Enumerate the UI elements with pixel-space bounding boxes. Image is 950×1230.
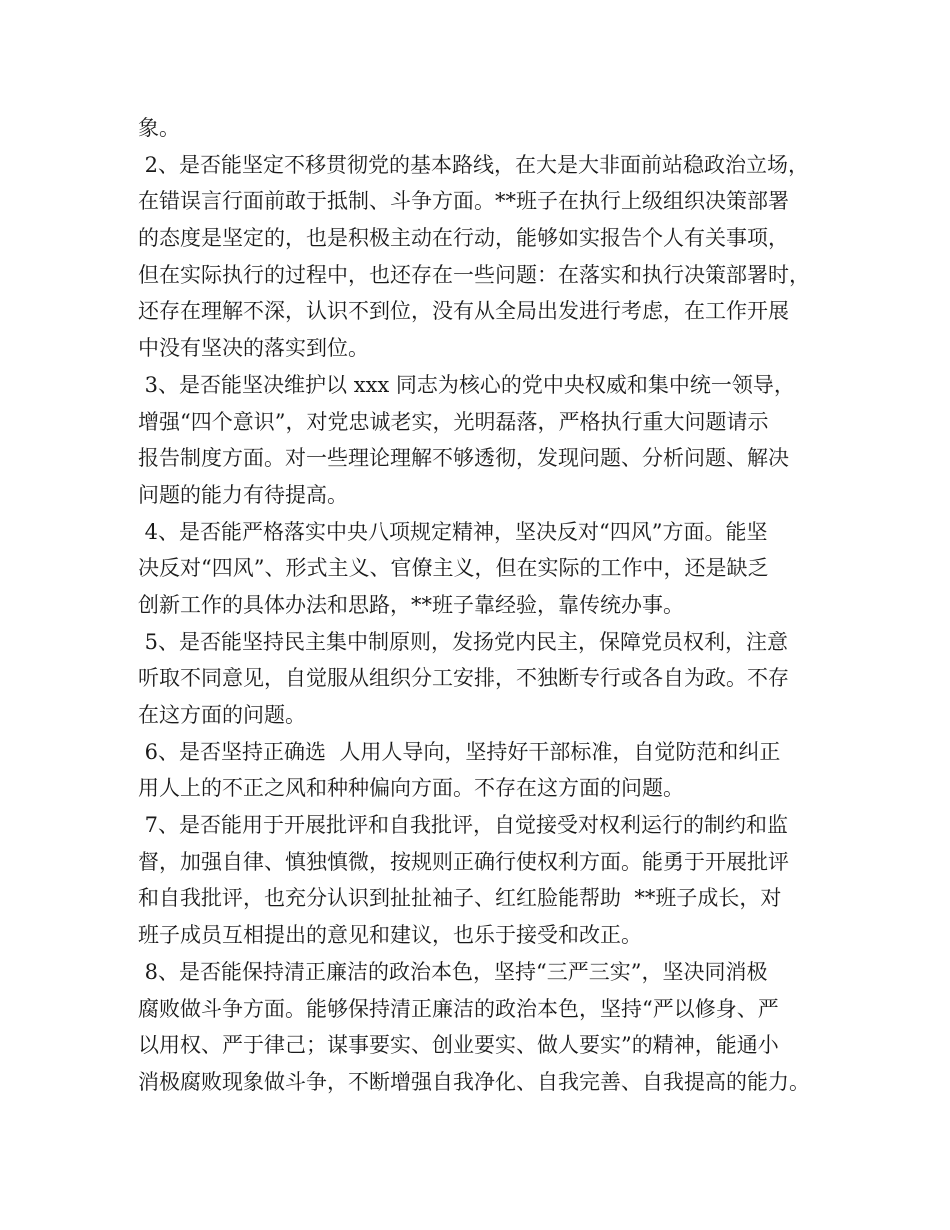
document-line: 消极腐败现象做斗争，不断增强自我净化、自我完善、自我提高的能力。 xyxy=(138,1069,810,1094)
document-line: 在这方面的问题。 xyxy=(138,703,306,727)
document-line: 3、是否能坚决维护以 xxx 同志为核心的党中央权威和集中统一领导， xyxy=(138,372,795,397)
document-line: 2、是否能坚定不移贯彻党的基本路线，在大是大非面前站稳政治立场， xyxy=(138,152,810,177)
document-line: 报告制度方面。对一些理论理解不够透彻，发现问题、分析问题、解决 xyxy=(138,446,789,471)
document-line: 在错误言行面前敢于抵制、斗争方面。**班子在执行上级组织决策部署 xyxy=(138,189,789,214)
document-line: 班子成员互相提出的意见和建议，也乐于接受和改正。 xyxy=(138,923,642,948)
document-line: 以用权、严于律己；谋事要实、创业要实、做人要实”的精神，能通小 xyxy=(138,1033,779,1058)
document-line: 增强“四个意识”，对党忠诚老实，光明磊落，严格执行重大问题请示 xyxy=(138,409,769,434)
document-line: 4、是否能严格落实中央八项规定精神，坚决反对“四风”方面。能坚 xyxy=(138,519,768,544)
document-line: 6、是否坚持正确选 人用人导向，坚持好干部标准，自觉防范和纠正 xyxy=(138,739,781,764)
document-line: 8、是否能保持清正廉洁的政治本色，坚持“三严三实”，坚决同消极 xyxy=(138,959,768,984)
document-line: 和自我批评，也充分认识到扯扯袖子、红红脸能帮助 **班子成长，对 xyxy=(138,886,782,911)
document-line: 还存在理解不深，认识不到位，没有从全局出发进行考虑，在工作开展 xyxy=(138,299,789,324)
document-body xyxy=(138,110,838,1101)
document-line: 问题的能力有待提高。 xyxy=(138,482,348,507)
document-line: 的态度是坚定的，也是积极主动在行动，能够如实报告个人有关事项， xyxy=(138,226,789,251)
document-line: 腐败做斗争方面。能够保持清正廉洁的政治本色，坚持“严以修身、严 xyxy=(138,996,779,1021)
document-line: 督，加强自律、慎独慎微，按规则正确行使权利方面。能勇于开展批评 xyxy=(138,849,789,874)
document-line: 创新工作的具体办法和思路，**班子靠经验，靠传统办事。 xyxy=(138,592,684,617)
document-line: 用人上的不正之风和种种偏向方面。不存在这方面的问题。 xyxy=(138,776,684,801)
document-line: 听取不同意见，自觉服从组织分工安排，不独断专行或各自为政。不存 xyxy=(138,666,789,691)
document-line: 决反对“四风”、形式主义、官僚主义，但在实际的工作中，还是缺乏 xyxy=(138,556,769,581)
document-line: 5、是否能坚持民主集中制原则，发扬党内民主，保障党员权利，注意 xyxy=(138,629,789,654)
document-line: 7、是否能用于开展批评和自我批评，自觉接受对权利运行的制约和监 xyxy=(138,813,789,838)
document-line: 中没有坚决的落实到位。 xyxy=(138,336,369,361)
document-line: 但在实际执行的过程中，也还存在一些问题：在落实和执行决策部署时， xyxy=(138,262,810,287)
document-line: 象。 xyxy=(138,116,180,140)
